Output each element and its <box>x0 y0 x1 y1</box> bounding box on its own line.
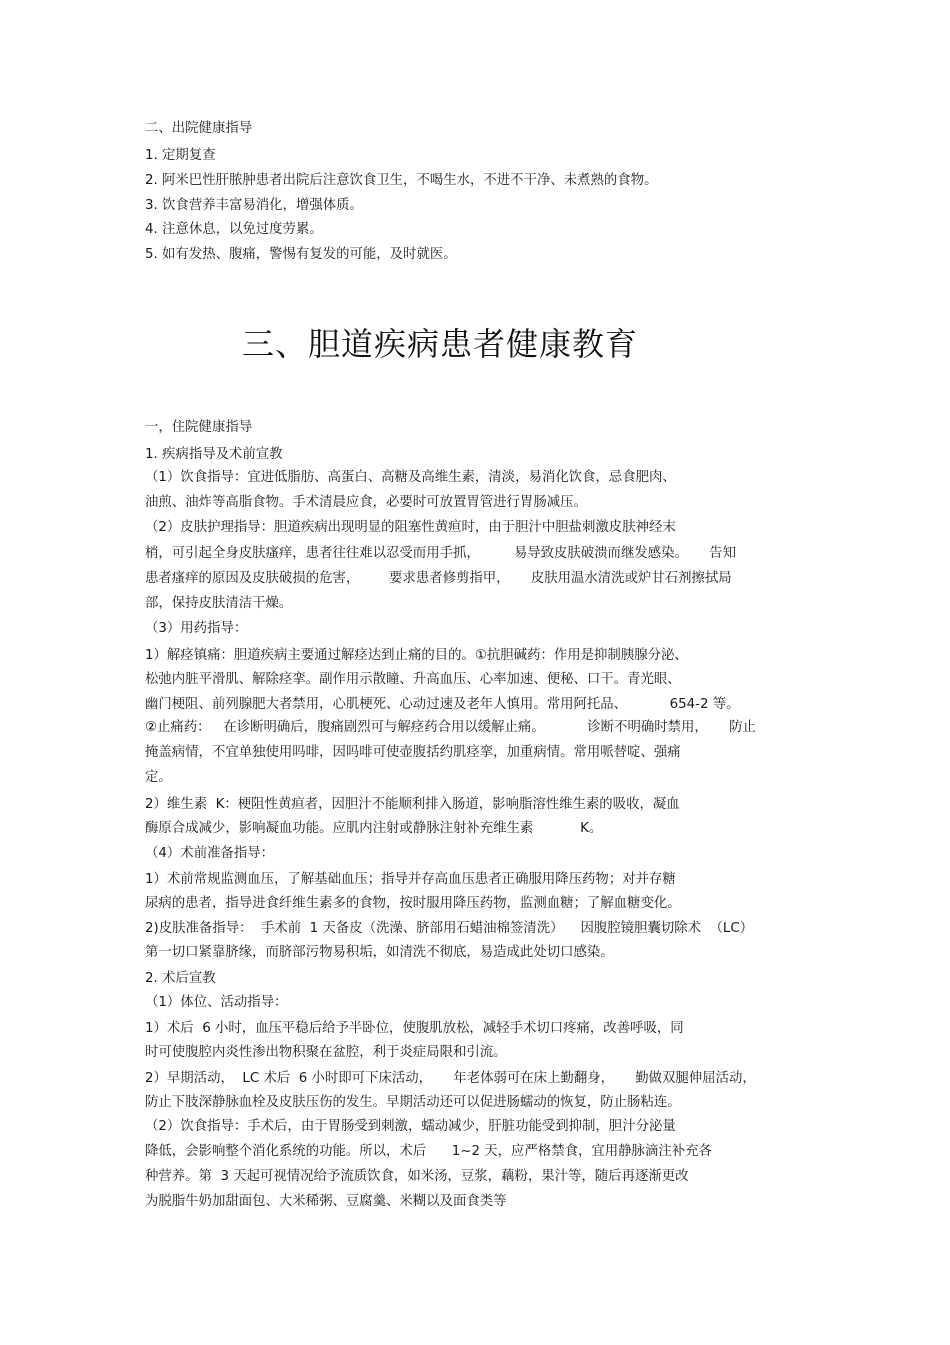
discharge-item: 5. 如有发热、腹痛，警惕有复发的可能，及时就医。 <box>145 247 457 262</box>
paragraph-line: （4）术前准备指导： <box>145 846 275 861</box>
paragraph-line: 2）维生素 K：梗阻性黄疸者，因胆汁不能顺利排入肠道，影响脂溶性维生素的吸收，凝血 <box>145 797 680 812</box>
paragraph-line: 尿病的患者，指导进食纤维生素多的食物，按时服用降压药物，监测血糖；了解血糖变化。 <box>145 896 681 911</box>
paragraph-line: 梢，可引起全身皮肤瘙痒，患者往往难以忍受而用手抓， 易导致皮肤破溃而继发感染。 告知 <box>145 546 736 561</box>
paragraph-line: （2）皮肤护理指导：胆道疾病出现明显的阻塞性黄疸时，由于胆汁中胆盐刺激皮肤神经末 <box>145 520 676 535</box>
paragraph-line: 2. 术后宣教 <box>145 971 216 986</box>
paragraph-line: （3）用药指导： <box>145 621 248 636</box>
discharge-item: 3. 饮食营养丰富易消化，增强体质。 <box>145 198 363 213</box>
paragraph-line: 1. 疾病指导及术前宣教 <box>145 447 283 462</box>
paragraph-line: 时可使腹腔内炎性渗出物积聚在盆腔，利于炎症局限和引流。 <box>145 1045 507 1060</box>
paragraph-line: 种营养。第 3 天起可视情况给予流质饮食，如米汤，豆浆，藕粉，果汁等，随后再逐渐更改 <box>145 1169 689 1184</box>
paragraph-line: 1）术前常规监测血压，了解基础血压；指导并存高血压患者正确服用降压药物；对并存糖 <box>145 872 676 887</box>
paragraph-line: 油煎、油炸等高脂食物。手术清晨应食，必要时可放置胃管进行胃肠减压。 <box>145 495 587 510</box>
paragraph-line: 1）术后 6 小时，血压平稳后给予半卧位，使腹肌放松，减轻手术切口疼痛，改善呼吸，同 <box>145 1021 684 1036</box>
section-heading-discharge: 二、出院健康指导 <box>145 121 253 136</box>
paragraph-line: （2）饮食指导：手术后，由于胃肠受到刺激，蠕动减少，肝脏功能受到抑制，胆汁分泌量 <box>145 1119 676 1134</box>
paragraph-line: （1）体位、活动指导： <box>145 995 288 1010</box>
paragraph-line: 1）解痉镇痛：胆道疾病主要通过解痉达到止痛的目的。①抗胆碱药：作用是抑制胰腺分泌、 <box>145 648 688 663</box>
paragraph-line: 患者瘙痒的原因及皮肤破损的危害， 要求患者修剪指甲， 皮肤用温水清洗或炉甘石剂擦拭局 <box>145 571 732 586</box>
chapter-title: 三、胆道疾病患者健康教育 <box>241 325 638 363</box>
paragraph-line: 松弛内脏平滑肌、解除痉挛。副作用示散瞳、升高血压、心率加速、便秘、口干。青光眼、 <box>145 672 681 687</box>
paragraph-line: 一，住院健康指导 <box>145 420 253 435</box>
paragraph-line: 2)皮肤准备指导： 手术前 1 天备皮（洗澡、脐部用石蜡油棉签清洗） 因腹腔镜胆囊切除术 （LC） <box>145 921 754 936</box>
paragraph-line: 为脱脂牛奶加甜面包、大米稀粥、豆腐羹、米糊以及面食类等 <box>145 1194 507 1209</box>
paragraph-line: ②止痛药： 在诊断明确后，腹痛剧烈可与解痉药合用以缓解止痛。 诊断不明确时禁用， 防止 <box>145 720 756 735</box>
paragraph-line: 掩盖病情，不宜单独使用吗啡，因吗啡可使壶腹括约肌痉挛，加重病情。常用哌替啶、强痛 <box>145 745 681 760</box>
paragraph-line: 幽门梗阻、前列腺肥大者禁用，心肌梗死、心动过速及老年人慎用。常用阿托品、 654-2 等。 <box>145 697 740 712</box>
paragraph-line: （1）饮食指导：宜进低脂肪、高蛋白、高糖及高维生素，清淡，易消化饮食，忌食肥肉、 <box>145 470 676 485</box>
paragraph-line: 2）早期活动， LC 术后 6 小时即可下床活动， 年老体弱可在床上勤翻身， 勤做双腿伸屈活动， <box>145 1071 756 1086</box>
paragraph-line: 酶原合成减少，影响凝血功能。应肌内注射或静脉注射补充维生素 K。 <box>145 821 603 836</box>
paragraph-line: 降低，会影响整个消化系统的功能。所以，术后 1~2 天，应严格禁食，宜用静脉滴注补充各 <box>145 1144 712 1159</box>
discharge-item: 2. 阿米巴性肝脓肿患者出院后注意饮食卫生，不喝生水，不进不干净、未煮熟的食物。 <box>145 173 658 188</box>
paragraph-line: 防止下肢深静脉血栓及皮肤压伤的发生。早期活动还可以促进肠蠕动的恢复，防止肠粘连。 <box>145 1095 681 1110</box>
discharge-item: 1. 定期复查 <box>145 148 216 163</box>
paragraph-line: 部，保持皮肤清洁干燥。 <box>145 596 293 611</box>
paragraph-line: 第一切口紧靠脐缘，而脐部污物易积垢，如清洗不彻底，易造成此处切口感染。 <box>145 945 614 960</box>
discharge-item: 4. 注意休息，以免过度劳累。 <box>145 222 323 237</box>
paragraph-line: 定。 <box>145 770 172 785</box>
